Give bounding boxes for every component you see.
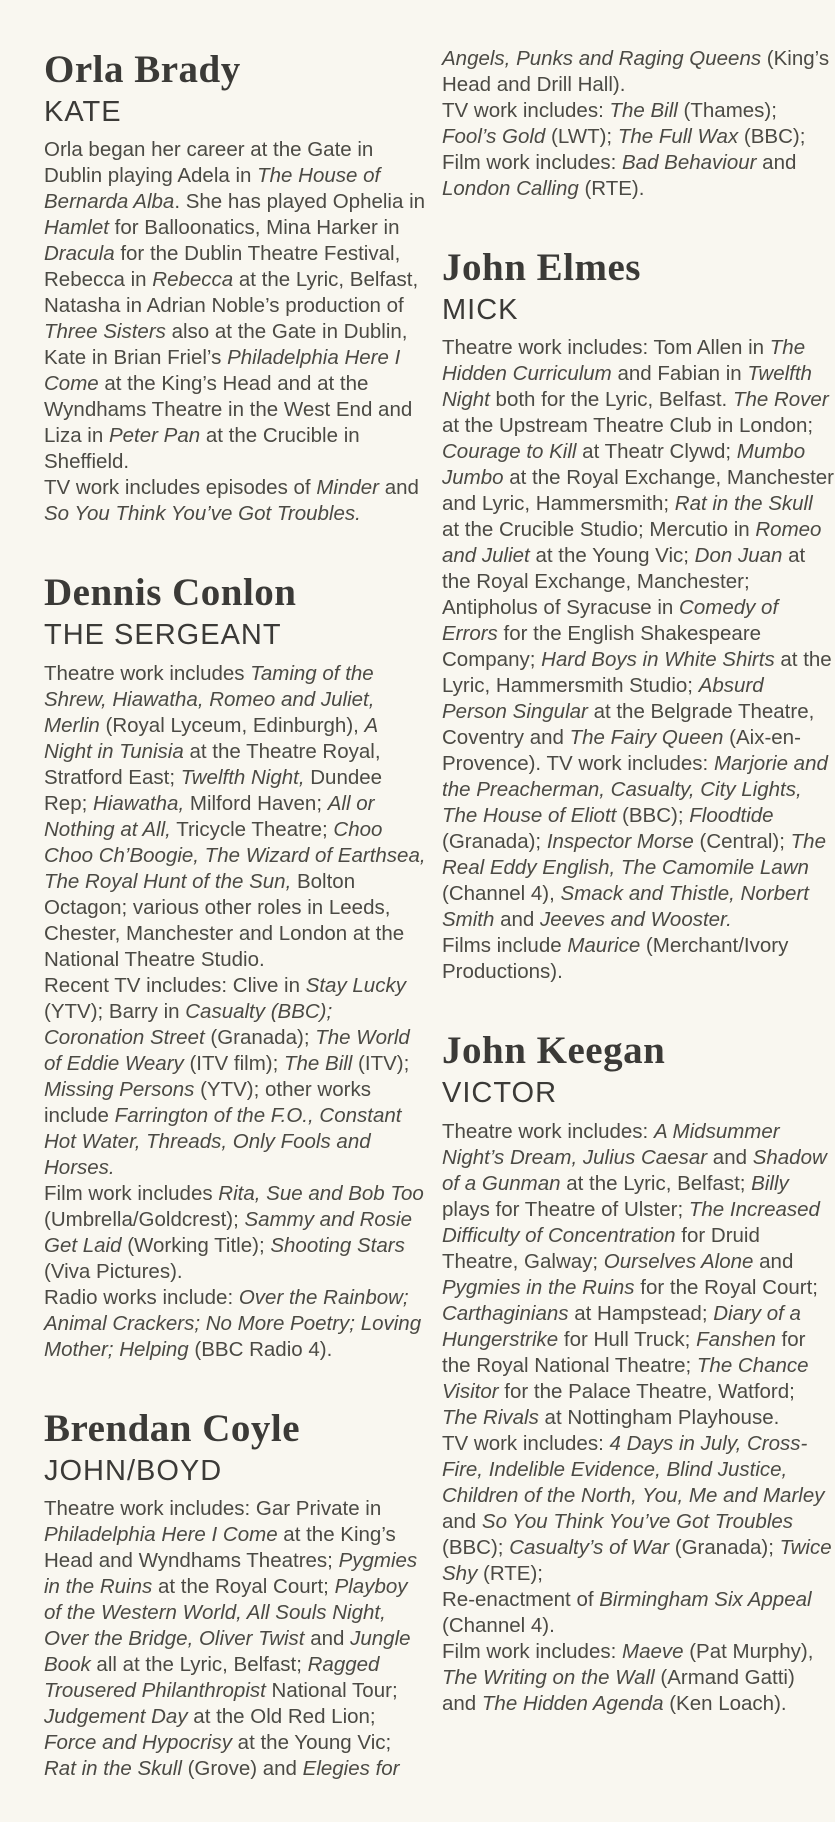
production-title: Farrington of the F.O., Constant Hot Water, Threads, Only Fools and Horses. (44, 1103, 402, 1179)
production-title: Twice Shy (442, 1535, 832, 1585)
production-title: Rat in the Skull (44, 1757, 182, 1781)
bio-paragraph: Theatre work includes: Tom Allen in The Hidden Curriculum and Fabian in Twelfth Night both for the Lyric, Belfast. The Rover at the Upstream Theatre Club in London; Courage to Kill at Theatr Clywd; Mumbo Jumbo at the Royal Exchange, Manchester and Lyric, Hammersmith; Rat in the Skull at the Crucible Studio; Mercutio in Romeo and Juliet at the Young Vic; Don Juan at the Royal Exchange, Manchester; Antipholus of Syracuse in Comedy of Errors for the English Shakespeare Company; Hard Boys in White Shirts at the Lyric, Hammersmith Studio; Absurd Person Singular at the Belgrade Theatre, Coventry and The Fairy Queen (Aix-en-Provence). TV work includes: Marjorie and the Preacherman, Casualty, City Lights, The House of Eliott (BBC); Floodtide (Granada); Inspector Morse (Central); The Real Eddy English, The Camomile Lawn (Channel 4), Smack and Thistle, Norbert Smith and Jeeves and Wooster. (442, 336, 834, 932)
production-title: Courage to Kill (442, 440, 577, 464)
production-title: Casualty (BBC); Coronation Street (44, 999, 333, 1049)
bio-paragraph: Film work includes: Maeve (Pat Murphy), The Writing on the Wall (Armand Gatti) and The Hidden Agenda (Ken Loach). (442, 1639, 814, 1715)
production-title: A Midsummer Night’s Dream, Julius Caesar (442, 1119, 780, 1169)
production-title: All or Nothing at All, (44, 791, 375, 841)
production-title: Philadelphia Here I Come (44, 1523, 278, 1547)
production-title: Rat in the Skull (674, 492, 813, 516)
column-left (44, 46, 426, 1782)
bio-text (442, 1119, 834, 1717)
production-title: Carthaginians (442, 1301, 569, 1325)
character-role: MICK (442, 293, 519, 326)
production-title: The Bill (284, 1051, 353, 1075)
character-role: JOHN/BOYD (44, 1454, 223, 1487)
production-title: Billy (751, 1171, 789, 1195)
cast-entry (44, 573, 426, 1362)
bio-paragraph: Angels, Punks and Raging Queens (King’s Head and Drill Hall). (442, 47, 830, 96)
bio-paragraph: Film work includes Rita, Sue and Bob Too (Umbrella/Goldcrest); Sammy and Rosie Get Laid (Working Title); Shooting Stars (Viva Pictures). (44, 1181, 424, 1283)
bio-paragraph: Theatre work includes Taming of the Shrew, Hiawatha, Romeo and Juliet, Merlin (Royal Lyceum, Edinburgh), A Night in Tunisia at the Theatre Royal, Stratford East; Twelfth Night, Dundee Rep; Hiawatha, Milford Haven; All or Nothing at All, Tricycle Theatre; Choo Choo Ch’Boogie, The Wizard of Earthsea, The Royal Hunt of the Sun, Bolton Octagon; various other roles in Leeds, Chester, Manchester and London at the National Theatre Studio. (44, 661, 426, 971)
actor-name: John Keegan (442, 1029, 666, 1073)
production-title: The Chance Visitor (442, 1353, 809, 1403)
cast-entry (44, 1406, 426, 1782)
production-title: Hard Boys in White Shirts (541, 648, 775, 672)
bio-text (44, 661, 426, 1363)
production-title: The Fairy Queen (569, 726, 724, 750)
production-title: Bad Behaviour (622, 151, 757, 174)
bio-paragraph: Theatre work includes: Gar Private in Philadelphia Here I Come at the King’s Head and Wyndhams Theatres; Pygmies in the Ruins at the Royal Court; Playboy of the Western World, All Souls Night, Over the Bridge, Oliver Twist and Jungle Book all at the Lyric, Belfast; Ragged Trousered Philanthropist National Tour; Judgement Day at the Old Red Lion; Force and Hypocrisy at the Young Vic; Rat in the Skull (Grove) and Elegies for (44, 1497, 418, 1781)
production-title: Angels, Punks and Raging Queens (442, 47, 762, 70)
production-title: Hamlet (44, 216, 109, 240)
actor-name: John Elmes (442, 246, 641, 289)
production-title: Hiawatha, (93, 791, 185, 815)
bio-paragraph: Films include Maurice (Merchant/Ivory Productions). (442, 934, 789, 984)
production-title: Fool’s Gold (442, 125, 546, 148)
production-title: The Full Wax (617, 125, 739, 148)
bio-text (442, 46, 834, 202)
bio-paragraph: Recent TV includes: Clive in Stay Lucky (YTV); Barry in Casualty (BBC); Coronation Street (Granada); The World of Eddie Weary (ITV film); The Bill (ITV); Missing Persons (YTV); other works include Farrington of the F.O., Constant Hot Water, Threads, Only Fools and Horses. (44, 973, 410, 1179)
production-title: The Real Eddy English, The Camomile Lawn (442, 830, 826, 880)
production-title: The World of Eddie Weary (44, 1025, 410, 1075)
production-title: Playboy of the Western World, All Souls Night, Over the Bridge, Oliver Twist (44, 1575, 408, 1651)
production-title: Ragged Trousered Philanthropist (44, 1653, 380, 1703)
cast-entry (442, 1031, 834, 1716)
bio-paragraph: Orla began her career at the Gate in Dublin playing Adela in The House of Bernarda Alba. She has played Ophelia in Hamlet for Balloonatics, Mina Harker in Dracula for the Dublin Theatre Festival, Rebecca in Rebecca at the Lyric, Belfast, Natasha in Adrian Noble’s production of Three Sisters also at the Gate in Dublin, Kate in Brian Friel’s Philadelphia Here I Come at the King’s Head and at the Wyndhams Theatre in the West End and Liza in Peter Pan at the Crucible in Sheffield. (44, 138, 426, 474)
production-title: The House of Bernarda Alba (44, 164, 381, 214)
production-title: Comedy of Errors (442, 596, 779, 646)
bio-paragraph: TV work includes episodes of Minder and So You Think You’ve Got Troubles. (44, 476, 419, 526)
actor-name: Brendan Coyle (44, 1406, 301, 1450)
production-title: Don Juan (694, 544, 783, 568)
production-title: Pygmies in the Ruins (442, 1275, 635, 1299)
actor-name: Orla Brady (44, 48, 241, 91)
character-role: KATE (44, 95, 122, 128)
bio-paragraph: TV work includes: 4 Days in July, Cross-Fire, Indelible Evidence, Blind Justice, Children of the North, You, Me and Marley and So You Think You’ve Got Troubles (BBC); Casualty’s of War (Granada); Twice Shy (RTE); (442, 1431, 832, 1585)
character-role: VICTOR (442, 1077, 558, 1110)
bio-text (44, 137, 426, 527)
cast-entry (442, 248, 834, 985)
production-title: Romeo and Juliet (442, 518, 822, 568)
production-title: Pygmies in the Ruins (44, 1549, 418, 1599)
production-title: Over the Rainbow; Animal Crackers; No More Poetry; Loving Mother; Helping (44, 1285, 422, 1361)
production-title: Casualty’s of War (509, 1535, 670, 1559)
actor-name: Dennis Conlon (44, 571, 297, 615)
production-title: Judgement Day (44, 1705, 188, 1729)
production-title: Taming of the Shrew, Hiawatha, Romeo and Juliet, Merlin (44, 661, 375, 737)
production-title: Stay Lucky (305, 973, 406, 997)
production-title: Absurd Person Singular (442, 674, 764, 724)
production-title: Birmingham Six Appeal (599, 1587, 812, 1611)
production-title: Shooting Stars (270, 1233, 405, 1257)
production-title: Sammy and Rosie Get Laid (44, 1207, 412, 1257)
production-title: Rebecca (152, 268, 234, 292)
production-title: Missing Persons (44, 1077, 195, 1101)
production-title: A Night in Tunisia (44, 713, 378, 763)
production-title: Philadelphia Here I Come (44, 346, 401, 396)
production-title: Fanshen (696, 1327, 776, 1351)
production-title: Maurice (567, 934, 641, 958)
production-title: So You Think You’ve Got Troubles (481, 1509, 794, 1533)
production-title: Three Sisters (44, 320, 166, 344)
production-title: Force and Hypocrisy (44, 1731, 232, 1755)
production-title: Smack and Thistle, Norbert Smith (442, 882, 809, 932)
production-title: Elegies for (302, 1757, 400, 1781)
production-title: Diary of a Hungerstrike (442, 1301, 801, 1351)
production-title: Twelfth Night, (180, 765, 305, 789)
bio-paragraph: TV work includes: The Bill (Thames); Fool’s Gold (LWT); The Full Wax (BBC); (442, 99, 806, 148)
production-title: So You Think You’ve Got Troubles. (44, 502, 361, 526)
production-title: Twelfth Night (442, 362, 812, 412)
cast-entry (44, 50, 426, 527)
production-title: The Rover (732, 388, 829, 412)
production-title: The Writing on the Wall (442, 1665, 655, 1689)
bio-text (442, 335, 834, 985)
production-title: The Hidden Agenda (481, 1691, 664, 1715)
production-title: Marjorie and the Preacherman, Casualty, City Lights, The House of Eliott (442, 752, 828, 828)
production-title: Jungle Book (44, 1627, 411, 1677)
production-title: 4 Days in July, Cross-Fire, Indelible Evidence, Blind Justice, Children of the North, You, Me and Marley (442, 1431, 825, 1507)
production-title: Rita, Sue and Bob Too (218, 1181, 424, 1205)
production-title: Maeve (622, 1639, 684, 1663)
bio-text (44, 1496, 426, 1782)
production-title: Peter Pan (108, 424, 201, 448)
production-title: Minder (316, 476, 379, 500)
production-title: The Rivals (442, 1405, 539, 1429)
bio-paragraph: Film work includes: Bad Behaviour and London Calling (RTE). (442, 151, 797, 200)
production-title: Inspector Morse (546, 830, 694, 854)
production-title: Ourselves Alone (603, 1249, 754, 1273)
production-title: London Calling (442, 177, 579, 200)
character-role: THE SERGEANT (44, 619, 282, 652)
cast-entry (442, 46, 834, 202)
bio-paragraph: Theatre work includes: A Midsummer Night’s Dream, Julius Caesar and Shadow of a Gunman at the Lyric, Belfast; Billy plays for Theatre of Ulster; The Increased Difficulty of Concentration for Druid Theatre, Galway; Ourselves Alone and Pygmies in the Ruins for the Royal Court; Carthaginians at Hampstead; Diary of a Hungerstrike for Hull Truck; Fanshen for the Royal National Theatre; The Chance Visitor for the Palace Theatre, Watford; The Rivals at Nottingham Playhouse. (442, 1119, 827, 1429)
bio-paragraph: Radio works include: Over the Rainbow; Animal Crackers; No More Poetry; Loving Mother; Helping (BBC Radio 4). (44, 1285, 422, 1361)
production-title: The Bill (609, 99, 678, 122)
production-title: The Hidden Curriculum (442, 336, 806, 386)
bio-paragraph: Re-enactment of Birmingham Six Appeal (Channel 4). (442, 1587, 812, 1637)
production-title: Mumbo Jumbo (442, 440, 806, 490)
column-right (442, 46, 834, 1782)
production-title: The Increased Difficulty of Concentration (442, 1197, 820, 1247)
production-title: Dracula (44, 242, 115, 266)
production-title: Jeeves and Wooster. (540, 908, 732, 932)
production-title: Choo Choo Ch’Boogie, The Wizard of Earthsea, The Royal Hunt of the Sun, (44, 817, 426, 893)
production-title: Shadow of a Gunman (442, 1145, 827, 1195)
production-title: Floodtide (689, 804, 774, 828)
